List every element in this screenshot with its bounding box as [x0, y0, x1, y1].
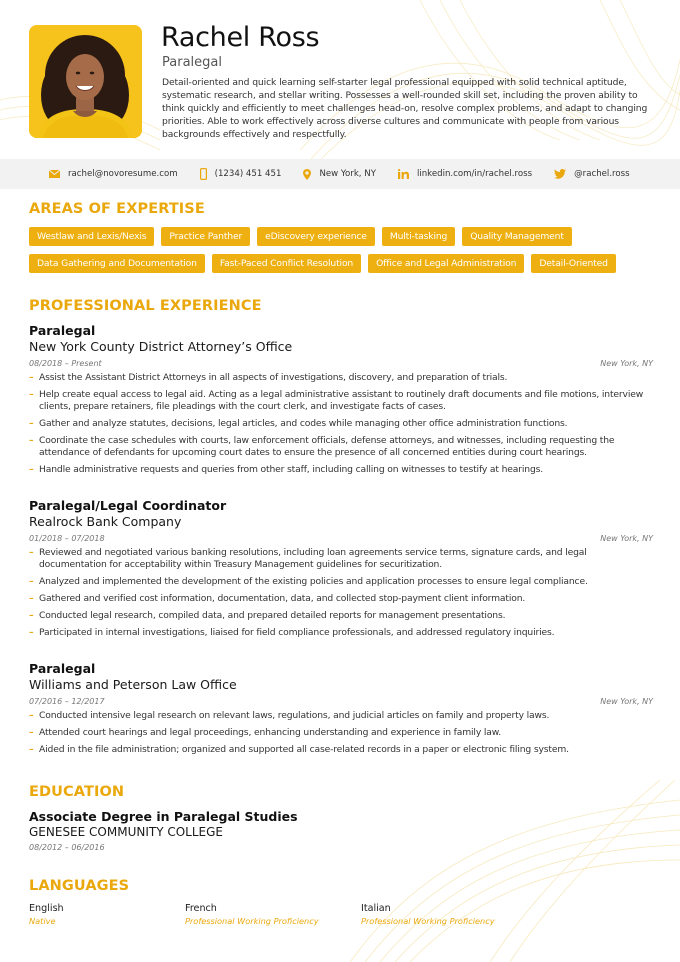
job-entry — [29, 323, 653, 481]
contact-location — [303, 169, 376, 180]
job-bullet: – Reviewed and negotiated various banking resolutions, including loan agreements service terms, signature cards, and legal documentation for acceptability within Treasury Management guidelines for securitization. — [29, 547, 653, 572]
skill-chip: Detail-Oriented — [531, 254, 616, 273]
phone-icon — [200, 168, 207, 180]
job-bullet: – Gather and analyze statutes, decisions, legal articles, and codes while managing other office administration functions. — [29, 418, 653, 430]
contact-phone[interactable] — [200, 168, 282, 180]
skill-chip: eDiscovery experience — [257, 227, 375, 246]
expertise-heading: AREAS OF EXPERTISE — [29, 201, 205, 217]
job-location: New York, NY — [600, 359, 653, 368]
job-bullets — [29, 372, 653, 476]
location-pin-icon — [303, 169, 311, 180]
skill-chip: Practice Panther — [161, 227, 250, 246]
job-bullet: – Aided in the file administration; organized and supported all case-related records in a paper or electronic filing system. — [29, 744, 653, 756]
education-entry — [29, 809, 298, 852]
job-bullets — [29, 710, 653, 756]
contact-twitter[interactable] — [554, 169, 630, 179]
language-name: English — [29, 903, 64, 914]
job-title: Paralegal — [29, 323, 96, 338]
language-level: Professional Working Proficiency — [361, 916, 495, 926]
job-bullet: – Handle administrative requests and queries from other staff, including calling on witnesses to testify at hearings. — [29, 464, 653, 476]
job-location: New York, NY — [600, 697, 653, 706]
linkedin-icon — [398, 169, 409, 179]
resume-header — [0, 0, 680, 158]
job-bullet: – Gathered and verified cost information, documentation, data, and collected stop-payment client information. — [29, 593, 653, 605]
education-dates: 08/2012 – 06/2016 — [29, 843, 105, 852]
summary-text: Detail-oriented and quick learning self-starter legal professional equipped with solid technical aptitude, systematic research, and stellar writing. Possesses a well-rounded skill set, including the proven ability to think quickly and efficiently to meet challenges head-on, resolve complex problems, and adapt to changing priorities. Able to work effectively across diverse cultures and communicate with people from various backgrounds effectively and respectfully. — [162, 77, 648, 140]
language-item — [185, 903, 319, 927]
job-title: Paralegal — [29, 661, 96, 676]
job-bullet: – Participated in internal investigations, liaised for field compliance professionals, and addressed regulatory inquiries. — [29, 627, 653, 639]
job-dates: 08/2018 – Present — [29, 359, 102, 368]
skill-chip: Westlaw and Lexis/Nexis — [29, 227, 154, 246]
profile-photo-icon — [29, 25, 142, 138]
skill-chip: Multi-tasking — [382, 227, 455, 246]
languages-heading: LANGUAGES — [29, 878, 130, 894]
job-bullet: – Assist the Assistant District Attorneys in all aspects of investigations, discovery, and preparation of trials. — [29, 372, 653, 384]
job-bullet: – Conducted intensive legal research on relevant laws, regulations, and judicial articles on family and property laws. — [29, 710, 653, 722]
contact-email[interactable] — [49, 169, 178, 179]
job-meta — [29, 696, 653, 707]
education-degree: Associate Degree in Paralegal Studies — [29, 809, 298, 824]
contact-linkedin-text: linkedin.com/in/rachel.ross — [416, 169, 533, 179]
skill-chip: Quality Management — [462, 227, 572, 246]
contact-location-text: New York, NY — [319, 169, 376, 179]
language-name: Italian — [361, 903, 391, 914]
candidate-name: Rachel Ross — [161, 22, 320, 53]
profile-photo — [29, 25, 142, 138]
contact-phone-text: (1234) 451 451 — [214, 169, 282, 179]
job-entry — [29, 498, 653, 643]
job-meta — [29, 533, 653, 544]
job-bullet: – Conducted legal research, compiled data, and prepared detailed reports for management presentations. — [29, 610, 653, 622]
job-title: Paralegal/Legal Coordinator — [29, 498, 227, 513]
language-level: Professional Working Proficiency — [185, 916, 319, 926]
job-bullet: – Attended court hearings and legal proceedings, enhancing understanding and experience in family law. — [29, 727, 653, 739]
twitter-icon — [554, 169, 566, 179]
language-level: Native — [29, 916, 56, 926]
education-school: GENESEE COMMUNITY COLLEGE — [29, 825, 223, 839]
contact-twitter-text: @rachel.ross — [574, 169, 630, 179]
job-company: Realrock Bank Company — [29, 514, 182, 529]
education-heading: EDUCATION — [29, 784, 125, 800]
candidate-title: Paralegal — [162, 55, 222, 70]
job-company: New York County District Attorney’s Office — [29, 339, 293, 354]
expertise-chip-list — [29, 227, 659, 273]
job-bullet: – Help create equal access to legal aid. Acting as a legal administrative assistant to routinely draft documents and file motions, interview clients, prepare retainers, file pleadings with the court clerk, and investigate facts of cases. — [29, 389, 653, 414]
language-item — [29, 903, 64, 927]
job-bullet: – Coordinate the case schedules with courts, law enforcement officials, defense attorneys, and witnesses, including requesting the attendance of defendants for upcoming court dates to ensure the presence of all concerned entities during court hearings. — [29, 435, 653, 460]
job-bullets — [29, 547, 653, 639]
skill-chip: Office and Legal Administration — [368, 254, 524, 273]
job-company: Williams and Peterson Law Office — [29, 677, 237, 692]
envelope-icon — [49, 170, 60, 178]
job-entry — [29, 661, 653, 760]
decorative-waves-bottom-icon — [330, 780, 680, 962]
skill-chip: Fast-Paced Conflict Resolution — [212, 254, 361, 273]
skill-chip: Data Gathering and Documentation — [29, 254, 205, 273]
language-item — [361, 903, 495, 927]
language-name: French — [185, 903, 217, 914]
contact-email-text: rachel@novoresume.com — [68, 169, 178, 179]
experience-heading: PROFESSIONAL EXPERIENCE — [29, 298, 262, 314]
job-bullet: – Analyzed and implemented the development of the existing policies and application processes to ensure legal compliance. — [29, 576, 653, 588]
job-meta — [29, 358, 653, 369]
contact-linkedin[interactable] — [398, 169, 532, 179]
job-dates: 07/2016 – 12/2017 — [29, 697, 105, 706]
job-location: New York, NY — [600, 534, 653, 543]
job-dates: 01/2018 – 07/2018 — [29, 534, 105, 543]
contact-bar — [0, 159, 680, 189]
